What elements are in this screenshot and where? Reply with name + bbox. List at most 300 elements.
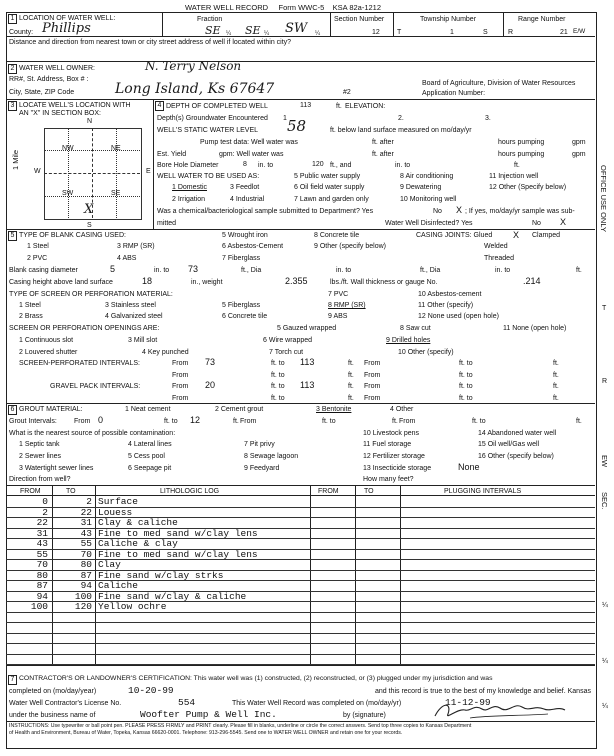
use-option: 3 Feedlot [230, 184, 260, 191]
screen-option: 11 Other (specify) [418, 302, 474, 309]
screen-option: 9 ABS [328, 313, 348, 320]
use-option: 10 Monitoring well [400, 196, 457, 203]
log-from-cell: 100 [30, 601, 48, 612]
casing-option: 2 PVC [27, 255, 48, 262]
groundwater-1: 1 [283, 115, 287, 122]
screen-option-selected: 8 RMP (SR) [328, 302, 366, 309]
south-label: S [87, 222, 92, 229]
gravel-to-value: 113 [300, 380, 315, 390]
chem-rest: ; If yes, mo/day/yr sample was sub- [465, 208, 575, 215]
from-label: From [364, 395, 381, 402]
casing-type-label: TYPE OF BLANK CASING USED: [19, 232, 126, 239]
casing-option: 3 RMP (SR) [117, 243, 155, 250]
divider [310, 485, 311, 665]
log-from-cell: 43 [36, 538, 48, 549]
completed-depth-value: 113 [300, 102, 312, 109]
source-option: 6 Seepage pit [128, 465, 172, 472]
use-option: 7 Lawn and garden only [294, 196, 369, 203]
screen-option: 2 Brass [19, 313, 43, 320]
divider [52, 485, 53, 665]
township-value: 1 [450, 29, 454, 36]
casing-option: 7 Fiberglass [222, 255, 261, 262]
bore-diameter-label: Bore Hole Diameter [157, 162, 219, 169]
log-from-cell: 87 [36, 580, 48, 591]
log-to-cell: 100 [74, 590, 92, 602]
ft-to-label: ft. to [459, 372, 473, 379]
use-option: 8 Air conditioning [400, 173, 454, 180]
ft-to-label: ft. to [271, 383, 285, 390]
opening-option-selected: 9 Drilled holes [386, 337, 431, 344]
log-from-header: FROM [20, 488, 41, 495]
opening-option: 5 Gauzed wrapped [277, 325, 337, 332]
opening-option: 1 Continuous slot [19, 337, 74, 344]
grid-line [44, 196, 140, 197]
source-option: 2 Sewer lines [19, 453, 62, 460]
opening-option: 4 Key punched [142, 349, 189, 356]
section-5-number: 5 [8, 231, 17, 241]
row-divider [6, 559, 595, 560]
plug-intervals-header: PLUGGING INTERVALS [444, 488, 522, 495]
opening-option: 2 Louvered shutter [19, 349, 78, 356]
source-option: 4 Lateral lines [128, 441, 172, 448]
screen-to-value: 113 [300, 357, 315, 367]
opening-option: 6 Wire wrapped [263, 337, 313, 344]
from-label: From [172, 383, 189, 390]
range-r: R [508, 29, 514, 36]
chem-no-label: No [433, 208, 442, 215]
from-label: From [74, 418, 91, 425]
welded-label: Welded [484, 243, 508, 250]
opening-option: 10 Other (specify) [398, 349, 454, 356]
screen-option: 12 None used (open hole) [418, 313, 499, 320]
ft-label: ft. [233, 418, 239, 425]
log-desc-cell: Caliche [98, 580, 138, 591]
signature-label: by (signature) [343, 712, 386, 719]
source-option: 3 Watertight sewer lines [19, 465, 94, 472]
row-divider [6, 622, 595, 623]
source-option: 11 Fuel storage [363, 441, 412, 448]
opening-option: 11 None (open hole) [503, 325, 567, 332]
screen-option: 1 Steel [19, 302, 41, 309]
casing-option: 8 Concrete tile [314, 232, 360, 239]
bore-in-to-2: in. to [395, 162, 411, 169]
completed-on-label: completed on (mo/day/year) [9, 688, 97, 695]
use-option: 2 Irrigation [172, 196, 206, 203]
source-option: 7 Pit privy [244, 441, 275, 448]
divider [95, 485, 96, 665]
ft-label: ft. [553, 395, 559, 402]
screen-from-value: 73 [205, 357, 216, 367]
screen-option: 10 Asbestos-cement [418, 291, 482, 298]
township-label: Township Number [420, 16, 477, 23]
divider [6, 721, 595, 722]
ft-to-label: ft. to [164, 418, 178, 425]
fraction-1: SE [205, 24, 221, 37]
owner-value: N. Terry Nelson [145, 59, 242, 73]
disinfected-label: Water Well Disinfected? Yes [385, 220, 473, 227]
casing-height-value: 18 [142, 276, 153, 286]
log-from-cell: 2 [42, 506, 48, 518]
section-number-label: Section Number [334, 16, 385, 23]
log-from-cell: 22 [36, 517, 48, 528]
disinfected-no: No [532, 220, 541, 227]
opening-option: 7 Torch cut [269, 349, 304, 356]
ft-label: ft. [348, 372, 354, 379]
section-4-number: 4 [155, 101, 164, 111]
ft-to-label: ft. to [459, 395, 473, 402]
ft-to-label: ft. to [459, 360, 473, 367]
section-1-number: 1 [8, 14, 17, 24]
from-label: From [364, 360, 381, 367]
casing-diameter-label: Blank casing diameter [9, 267, 78, 274]
screen-option: 5 Fiberglass [222, 302, 261, 309]
row-divider [6, 654, 595, 655]
divider [503, 12, 504, 36]
row-divider [6, 580, 595, 581]
row-divider [6, 612, 595, 613]
section-6-number: 6 [8, 405, 17, 415]
row-divider [6, 528, 595, 529]
est-yield-label: Est. Yield [157, 151, 187, 158]
source-option: 9 Feedyard [244, 465, 280, 472]
opening-option: 8 Saw cut [400, 325, 431, 332]
log-litho-header: LITHOLOGIC LOG [160, 488, 220, 495]
bore-ft: ft. [514, 162, 520, 169]
bore-to-value: 120 [312, 161, 324, 168]
casing-option: 5 Wrought iron [222, 232, 268, 239]
divider [400, 485, 401, 665]
log-to-cell: 55 [80, 538, 92, 549]
se-label: SE [111, 190, 121, 197]
casing-weight-value: 2.355 [285, 276, 308, 286]
contamination-label: What is the nearest source of possible contamination: [9, 430, 176, 437]
row-divider [6, 601, 595, 602]
section-3-number: 3 [8, 101, 17, 111]
screen-option: 4 Galvanized steel [105, 313, 163, 320]
form-title-text: WATER WELL RECORD [185, 3, 269, 12]
quarter-2: ¼ [264, 31, 270, 37]
office-ew-label: EW [600, 455, 609, 468]
cert-line-1: CONTRACTOR'S OR LANDOWNER'S CERTIFICATION: This water well was (1) constructed, (2) reconstructed, or (3) plugged under my jurisdiction and was [19, 675, 493, 682]
clamped-label: Clamped [532, 232, 561, 239]
hours-pumping-label-2: hours pumping [498, 151, 545, 158]
log-desc-cell: Clay [98, 559, 121, 570]
source-option: 1 Septic tank [19, 441, 60, 448]
range-value: 21 [560, 29, 568, 36]
office-sec-label: SEC. [600, 492, 609, 510]
location-mark: X [84, 202, 94, 217]
casing-weight-label: in., weight [191, 279, 223, 286]
address-suffix: #2 [343, 89, 351, 96]
use-option: 12 Other (Specify below) [489, 184, 567, 191]
rr-address-label: RR#, St. Address, Box # : [9, 76, 89, 83]
mitted-label: mitted [157, 220, 177, 227]
log-desc-cell: Fine sand w/clay strks [98, 569, 224, 581]
grout-intervals-label: Grout Intervals: [9, 418, 57, 425]
threaded-label: Threaded [484, 255, 514, 262]
from-label: From [172, 395, 189, 402]
north-label: N [87, 118, 93, 125]
screen-type-label: TYPE OF SCREEN OR PERFORATION MATERIAL: [9, 291, 173, 298]
county-label: County: [9, 29, 34, 36]
application-label: Application Number: [422, 90, 486, 97]
section-7-number: 7 [8, 675, 17, 685]
casing-joints-x: X [513, 230, 520, 240]
source-option: 15 Oil well/Gas well [478, 441, 540, 448]
record-completed-value: 11-12-99 [445, 697, 491, 708]
divider [6, 36, 595, 37]
bore-in-to: in. to [258, 162, 274, 169]
log-to-cell: 87 [80, 569, 92, 581]
static-level-label: WELL'S STATIC WATER LEVEL [157, 127, 259, 134]
casing-in-to-3: in. to [495, 267, 511, 274]
screen-option: 6 Concrete tile [222, 313, 268, 320]
range-label: Range Number [518, 16, 566, 23]
from-label: From [399, 418, 416, 425]
instructions-line-1: INSTRUCTIONS: Use typewriter or ball point pen. PLEASE PRESS FIRMLY and PRINT clearly. Please fill in blanks, underline or circle the correct answers. Send top three copies to Kansas Department [9, 723, 472, 729]
source-option: 14 Abandoned water well [478, 430, 557, 437]
from-label: From [240, 418, 257, 425]
completed-on-value: 10-20-99 [128, 685, 174, 696]
groundwater-3: 3. [485, 115, 491, 122]
county-value: Phillips [42, 21, 91, 36]
grout-to-value: 12 [190, 415, 201, 425]
use-option: 4 Industrial [230, 196, 265, 203]
grid-line [116, 128, 117, 218]
gpm-well-label: gpm: Well water was [219, 151, 284, 158]
screen-option: 3 Stainless steel [105, 302, 156, 309]
log-to-cell: 94 [80, 580, 92, 591]
location-heading: LOCATION OF WATER WELL: [19, 15, 116, 22]
city-label: City, State, ZIP Code [9, 89, 75, 96]
ne-label: NE [111, 145, 121, 152]
row-divider [6, 517, 595, 518]
completed-depth-label: DEPTH OF COMPLETED WELL [166, 103, 268, 110]
casing-gauge-value: .214 [523, 276, 541, 286]
office-t-label: T [602, 305, 607, 312]
gpm-label-2: gpm [572, 151, 586, 158]
nw-label: NW [62, 145, 74, 152]
row-divider [6, 570, 595, 571]
opening-option: 3 Mill slot [128, 337, 158, 344]
log-desc-cell: Fine sand w/clay & caliche [98, 590, 247, 602]
use-option-selected: 1 Domestic [172, 184, 208, 191]
log-from-cell: 55 [36, 548, 48, 560]
log-to-cell: 70 [80, 548, 92, 560]
instructions-line-2: of Health and Environment, Bureau of Water, Topeka, Kansas 66620-0001. Telephone: 913-296-5545. Send one to WATER WELL OWNER and retain one for your records. [9, 730, 403, 736]
form-number: Form WWC-5 [278, 3, 325, 12]
office-quarter-2: ¼ [602, 658, 608, 665]
fraction-2: SE [245, 24, 261, 37]
section-midline-h [44, 173, 140, 174]
log-from-cell: 0 [42, 496, 48, 507]
log-desc-cell: Surface [98, 496, 138, 507]
chem-sample-label: Was a chemical/bacteriological sample submitted to Department? Yes [157, 208, 374, 215]
log-from-cell: 94 [36, 590, 48, 602]
contamination-value: None [458, 462, 480, 472]
casing-gauge-label: lbs./ft. Wall thickness or gauge No. [330, 279, 438, 286]
use-label: WELL WATER TO BE USED AS: [157, 173, 260, 180]
locate-heading: LOCATE WELL'S LOCATION WITH [19, 102, 131, 109]
log-desc-cell: Caliche & clay [98, 538, 178, 549]
openings-label: SCREEN OR PERFORATION OPENINGS ARE: [9, 325, 160, 332]
ft-label: ft. [553, 383, 559, 390]
source-option: 8 Sewage lagoon [244, 453, 299, 460]
grid-line [44, 150, 140, 151]
ft-after-label-2: ft. after [372, 151, 394, 158]
ft-to-label: ft. to [459, 383, 473, 390]
log-desc-cell: Clay & caliche [98, 517, 178, 528]
office-quarter-1: ¼ [602, 602, 608, 609]
log-to-cell: 2 [86, 496, 92, 507]
casing-option: 1 Steel [27, 243, 49, 250]
pump-test-label: Pump test data: Well water was [200, 139, 298, 146]
bore-rest: ft., and [330, 162, 352, 169]
how-many-feet-label: How many feet? [363, 476, 414, 483]
divider [393, 12, 394, 36]
hours-pumping-label: hours pumping [498, 139, 545, 146]
use-option: 6 Oil field water supply [294, 184, 365, 191]
grout-option: 4 Other [390, 406, 414, 413]
section-2-number: 2 [8, 64, 17, 74]
use-option: 5 Public water supply [294, 173, 361, 180]
groundwater-2: 2. [398, 115, 404, 122]
ft-to-label: ft. to [271, 372, 285, 379]
from-label: From [364, 372, 381, 379]
bore-diameter-value: 8 [243, 161, 247, 168]
divider [6, 665, 595, 666]
ft-label: ft. [348, 360, 354, 367]
divider [6, 99, 595, 100]
row-divider [6, 538, 595, 539]
divider [330, 12, 331, 36]
distance-label: Distance and direction from nearest town or city street address of well if located within city? [9, 39, 292, 46]
grout-material-label: GROUT MATERIAL: [19, 406, 83, 413]
static-level-rest: ft. below land surface measured on mo/day/yr [330, 127, 472, 134]
log-from-cell: 80 [36, 569, 48, 581]
casing-ft-dia: ft., Dia [241, 267, 262, 274]
log-from-cell: 31 [36, 527, 48, 539]
casing-ft: ft. [576, 267, 582, 274]
log-desc-cell: Louess [98, 506, 133, 518]
log-to-cell: 43 [80, 527, 92, 539]
ft-to-label: ft. to [472, 418, 486, 425]
quarter-3: ¼ [315, 31, 321, 37]
west-label: W [34, 168, 41, 175]
form-title [185, 4, 381, 12]
ft-label: ft. [392, 418, 398, 425]
sw-label: SW [62, 190, 74, 197]
divider [6, 61, 595, 62]
divider [6, 403, 595, 404]
log-from-cell: 70 [36, 559, 48, 570]
east-label: E [146, 168, 151, 175]
casing-in-to: in. to [154, 267, 170, 274]
log-to-cell: 80 [80, 559, 92, 570]
ft-after-label: ft. after [372, 139, 394, 146]
ft-label: ft. [553, 360, 559, 367]
use-option: 11 Injection well [489, 173, 539, 180]
casing-option: 4 ABS [117, 255, 137, 262]
casing-height-label: Casing height above land surface [9, 279, 113, 286]
casing-option: 9 Other (specify below) [314, 243, 386, 250]
source-option: 12 Fertilizer storage [363, 453, 425, 460]
log-to-cell: 31 [80, 517, 92, 528]
business-name-value: Woofter Pump & Well Inc. [140, 709, 277, 720]
log-desc-cell: Fine to med sand w/clay lens [98, 527, 258, 539]
divider [162, 12, 163, 36]
fraction-3: SW [285, 21, 308, 36]
log-desc-cell: Fine to med sand w/clay lens [98, 548, 258, 560]
from-label: From [172, 372, 189, 379]
groundwater-label: Depth(s) Groundwater Encountered [157, 115, 268, 122]
from-label: From [364, 383, 381, 390]
office-use-label: OFFICE USE ONLY [599, 165, 608, 232]
ksa-reference: KSA 82a-1212 [332, 3, 382, 12]
row-divider [6, 591, 595, 592]
log-to-header: TO [66, 488, 76, 495]
office-r-label: R [602, 378, 608, 385]
ft-label: ft. [336, 103, 342, 110]
casing-diameter-to: 73 [188, 264, 199, 274]
license-value: 554 [178, 697, 196, 708]
ft-label: ft. [348, 395, 354, 402]
plug-to-header: TO [364, 488, 374, 495]
township-direction: S [483, 29, 488, 36]
section-number-value: 12 [372, 29, 380, 36]
log-desc-cell: Yellow ochre [98, 601, 167, 612]
casing-joints-label: CASING JOINTS: Glued [416, 232, 493, 239]
grout-option-selected: 3 Bentonite [316, 406, 352, 413]
gravel-from-value: 20 [205, 380, 216, 390]
ft-label: ft. [576, 418, 582, 425]
ft-to-label: ft. to [322, 418, 336, 425]
divider [153, 99, 154, 229]
locate-heading-2: AN "X" IN SECTION BOX: [19, 110, 101, 117]
disinfected-x: X [560, 217, 567, 227]
quarter-1: ¼ [226, 31, 232, 37]
grout-option: 2 Cement grout [215, 406, 264, 413]
source-option: 13 Insecticide storage [363, 465, 432, 472]
plug-from-header: FROM [318, 488, 339, 495]
owner-label: WATER WELL OWNER: [19, 65, 95, 72]
grid-line [68, 128, 69, 218]
source-option: 16 Other (specify below) [478, 453, 554, 460]
screen-option: 7 PVC [328, 291, 349, 298]
record-completed-label: This Water Well Record was completed on (mo/day/yr) [232, 700, 402, 707]
license-label: Water Well Contractor's License No. [9, 700, 122, 707]
board-label: Board of Agriculture, Division of Water Resources [422, 80, 576, 87]
log-to-cell: 22 [80, 506, 92, 518]
mile-label: 1 Mile [11, 150, 20, 171]
screen-intervals-label: SCREEN-PERFORATED INTERVALS: [19, 360, 140, 367]
casing-ft-dia-2: ft., Dia [420, 267, 441, 274]
row-divider [6, 633, 595, 634]
divider [6, 229, 595, 230]
row-divider [6, 643, 595, 644]
gravel-pack-label: GRAVEL PACK INTERVALS: [50, 383, 141, 390]
source-option: 5 Cess pool [128, 453, 165, 460]
static-level-value: 58 [287, 117, 307, 135]
ft-label: ft. [348, 383, 354, 390]
log-to-cell: 120 [74, 601, 92, 612]
cert-true-text: and this record is true to the best of my knowledge and belief. Kansas [375, 688, 591, 695]
row-divider [6, 549, 595, 550]
divider [355, 485, 356, 665]
range-direction: E/W [573, 28, 586, 35]
casing-option: 6 Asbestos-Cement [222, 243, 284, 250]
direction-label: Direction from well? [9, 476, 71, 483]
